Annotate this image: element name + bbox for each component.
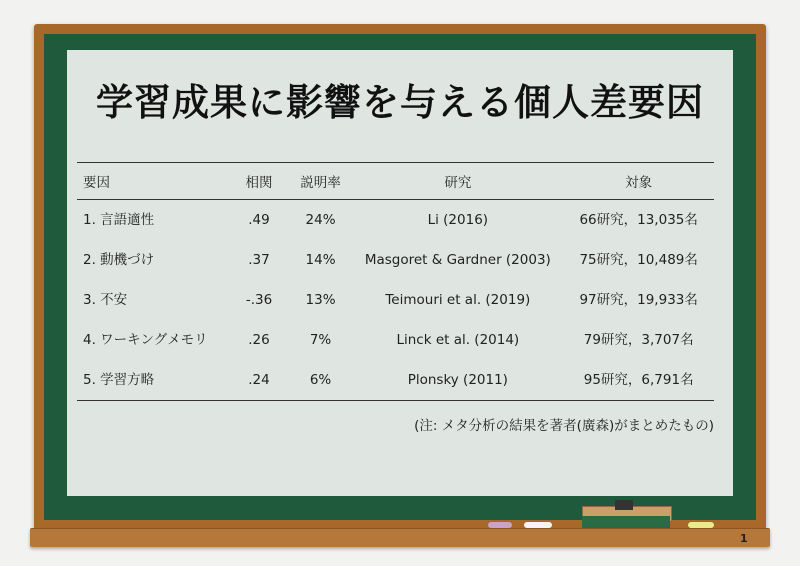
table-row — [77, 280, 714, 320]
header-study: 研究 — [444, 175, 472, 191]
header-target: 対象 — [625, 175, 653, 191]
yellow-chalk — [688, 522, 714, 528]
cell-variance: 14% — [305, 251, 336, 268]
cell-correlation: -.36 — [245, 291, 273, 308]
table-row — [77, 320, 714, 360]
table-row — [77, 360, 714, 401]
eraser-handle — [615, 500, 633, 510]
cell-variance: 24% — [305, 211, 336, 228]
table-note: (注: メタ分析の結果を著者(廣森)がまとめたもの) — [414, 418, 714, 434]
cell-target: 75研究，10,489名 — [579, 251, 698, 268]
cell-target: 66研究，13,035名 — [579, 211, 698, 228]
cell-study: Teimouri et al. (2019) — [385, 291, 531, 308]
cell-factor: 3. 不安 — [83, 291, 128, 308]
cell-study: Plonsky (2011) — [407, 371, 508, 388]
cell-study: Li (2016) — [427, 211, 489, 228]
cell-factor: 2. 動機づけ — [83, 251, 155, 268]
cell-study: Masgoret & Gardner (2003) — [364, 251, 551, 268]
table-row — [77, 240, 714, 280]
cell-variance: 7% — [309, 331, 332, 348]
header-correlation: 相関 — [245, 175, 273, 191]
cell-target: 97研究，19,933名 — [579, 291, 698, 308]
cell-study: Linck et al. (2014) — [396, 331, 520, 348]
eraser-body — [582, 516, 670, 528]
table-row — [77, 200, 714, 241]
cell-correlation: .37 — [248, 251, 270, 268]
cell-factor: 4. ワーキングメモリ — [83, 331, 208, 348]
header-factor: 要因 — [83, 175, 110, 191]
factors-table — [77, 162, 714, 401]
pink-chalk — [488, 522, 512, 528]
cell-target: 79研究，3,707名 — [583, 331, 694, 348]
header-variance: 説明率 — [300, 175, 341, 191]
cell-correlation: .26 — [248, 331, 270, 348]
white-chalk — [524, 522, 552, 528]
table-header-row — [77, 163, 714, 200]
cell-factor: 5. 学習方略 — [83, 371, 155, 388]
cell-correlation: .24 — [248, 371, 270, 388]
slide-title: 学習成果に影響を与える個人差要因 — [96, 81, 704, 124]
cell-variance: 13% — [305, 291, 336, 308]
cell-variance: 6% — [309, 371, 332, 388]
cell-target: 95研究，6,791名 — [583, 371, 694, 388]
cell-factor: 1. 言語適性 — [83, 211, 155, 228]
page-number: 1 — [740, 532, 748, 545]
chalk-tray — [30, 528, 770, 547]
cell-correlation: .49 — [248, 211, 270, 228]
